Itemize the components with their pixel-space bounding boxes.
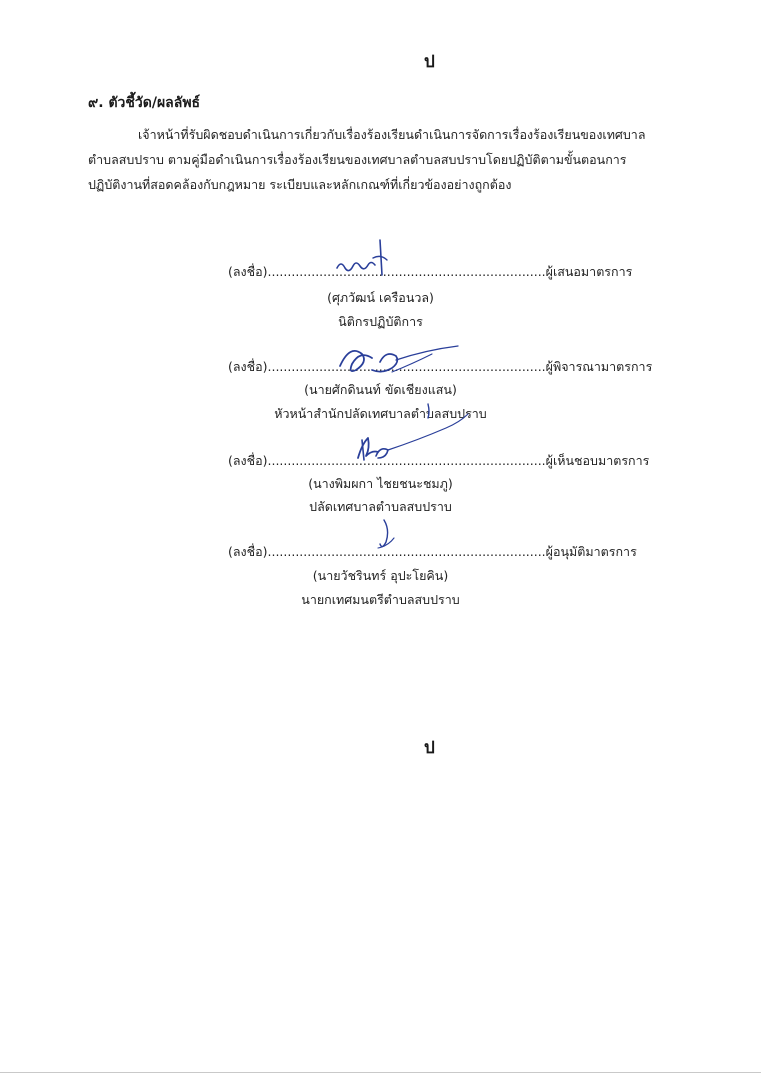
sign-prefix: (ลงชื่อ) (228, 359, 268, 374)
bottom-divider (0, 1072, 761, 1073)
signer-position-4: นายกเทศมนตรีตำบลสบปราบ (301, 592, 460, 607)
signer-name-3: (นางพิมผกา ไชยชนะชมภู) (308, 476, 453, 491)
sign-role: ผู้พิจารณามาตรการ (545, 359, 653, 374)
sign-dots: ...................................................................... (267, 359, 546, 374)
signer-position-1: นิติกรปฏิบัติการ (338, 314, 423, 329)
paragraph-line: ตำบลสบปราบ ตามคู่มือดำเนินการเรื่องร้องเรียนของเทศบาลตำบลสบปราบโดยปฏิบัติตามขั้นตอนการ (88, 152, 627, 167)
page-top-mark: ป (424, 52, 435, 72)
sign-dots: ...................................................................... (267, 544, 546, 559)
signer-name-4: (นายวัชรินทร์ อุปะโยคิน) (312, 568, 449, 583)
sign-prefix: (ลงชื่อ) (228, 264, 268, 279)
section-heading: ๙. ตัวชี้วัด/ผลลัพธ์ (88, 95, 201, 111)
sign-role: ผู้เสนอมาตรการ (545, 264, 633, 279)
signer-name-1: (ศุภวัฒน์ เครือนวล) (327, 290, 434, 305)
signer-position-2: หัวหน้าสำนักปลัดเทศบาลตำบลสบปราบ (274, 406, 487, 421)
paragraph-line: ปฏิบัติงานที่สอดคล้องกับกฎหมาย ระเบียบและหลักเกณฑ์ที่เกี่ยวข้องอย่างถูกต้อง (88, 177, 512, 192)
signer-name-2: (นายศักดินนท์ ขัดเชียงแสน) (304, 382, 457, 397)
sign-prefix: (ลงชื่อ) (228, 544, 268, 559)
sign-dots: ...................................................................... (267, 264, 546, 279)
paragraph-line: เจ้าหน้าที่รับผิดชอบดำเนินการเกี่ยวกับเรื่องร้องเรียนดำเนินการจัดการเรื่องร้องเรียนของเทศบาล (138, 127, 646, 142)
sign-role: ผู้อนุมัติมาตรการ (545, 544, 637, 559)
page-bottom-mark: ป (424, 738, 435, 758)
sign-dots: ...................................................................... (267, 453, 546, 468)
signer-position-3: ปลัดเทศบาลตำบลสบปราบ (309, 499, 452, 514)
sign-role: ผู้เห็นชอบมาตรการ (545, 453, 650, 468)
sign-prefix: (ลงชื่อ) (228, 453, 268, 468)
